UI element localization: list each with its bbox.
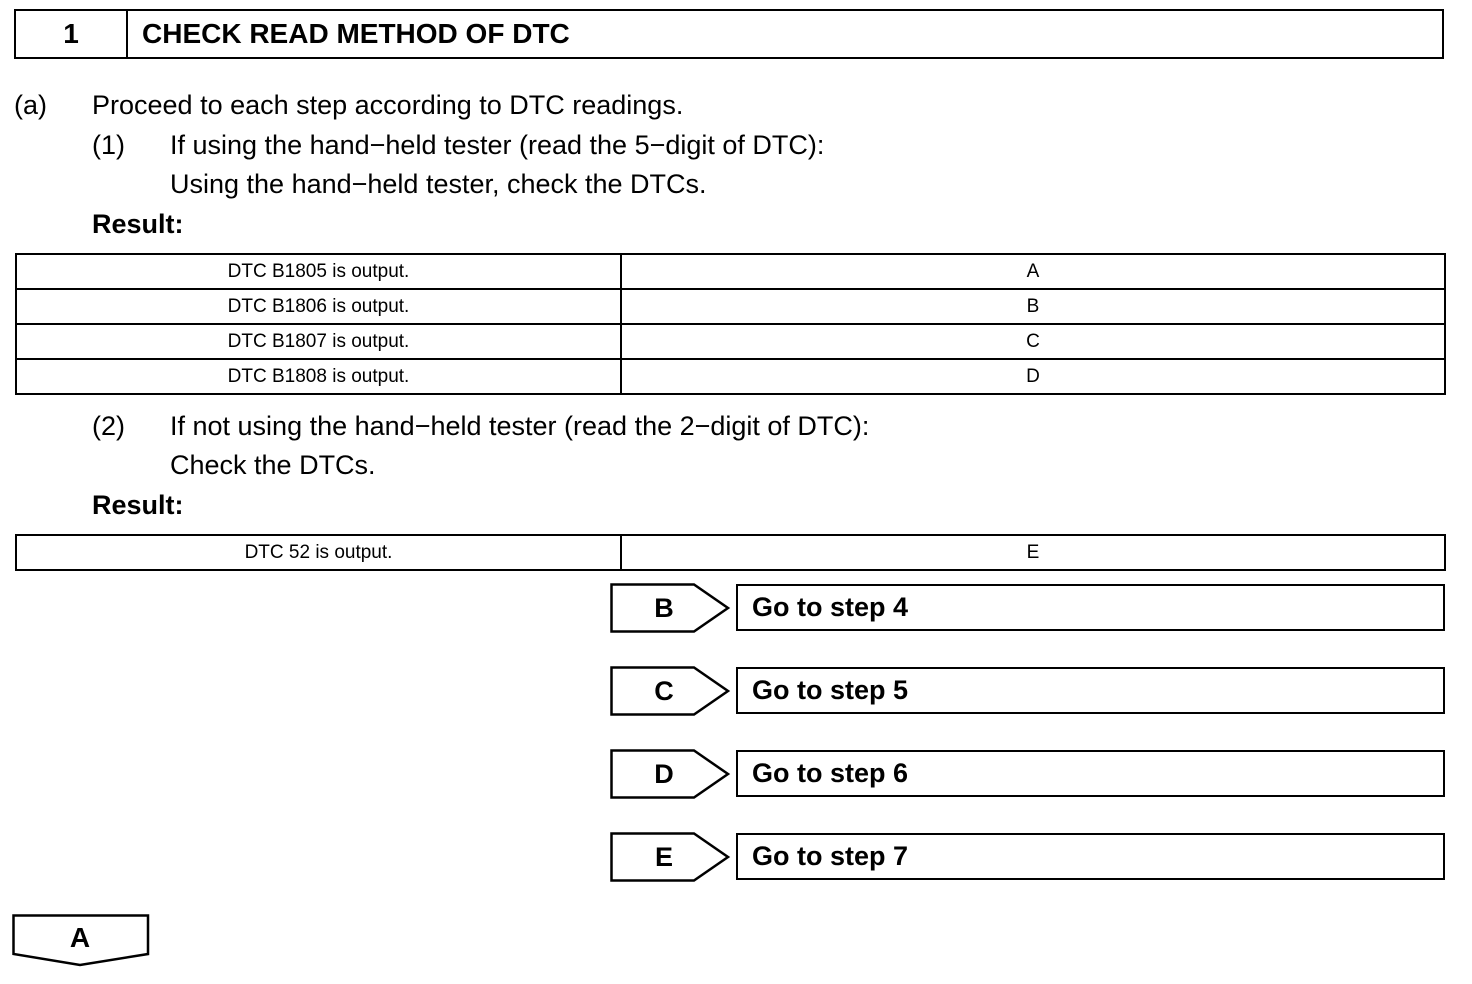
item-2-line2: Check the DTCs.	[170, 450, 376, 480]
branch-e	[610, 832, 1446, 882]
item-2-line1: If not using the hand−held tester (read the 2−digit of DTC):	[170, 411, 870, 441]
step-title: CHECK READ METHOD OF DTC	[142, 18, 570, 49]
step-number: 1	[16, 11, 128, 57]
table-row	[16, 359, 1445, 394]
item-1-marker: (1)	[92, 130, 125, 160]
table-cell-condition: DTC B1808 is output.	[16, 359, 621, 394]
branch-action: Go to step 5	[736, 667, 1445, 714]
item-2-marker: (2)	[92, 411, 125, 441]
result-label-2: Result:	[92, 490, 184, 520]
table-cell-condition: DTC B1806 is output.	[16, 289, 621, 324]
table-cell-result: C	[621, 324, 1445, 359]
branch-code: C	[654, 675, 674, 706]
table-cell-condition: DTC B1807 is output.	[16, 324, 621, 359]
result-label-1: Result:	[92, 209, 184, 239]
continue-code: A	[69, 922, 91, 953]
branch-b	[610, 583, 1446, 633]
branch-action: Go to step 6	[736, 750, 1445, 797]
item-a-marker: (a)	[14, 90, 47, 120]
branch-action: Go to step 4	[736, 584, 1445, 631]
table-cell-condition: DTC B1805 is output.	[16, 254, 621, 289]
branch-code: B	[654, 592, 674, 623]
table-cell-result: D	[621, 359, 1445, 394]
result-table-1	[15, 253, 1446, 395]
continue-tab	[12, 914, 150, 966]
step-header	[14, 9, 1444, 59]
branch-arrow	[610, 832, 732, 882]
table-row	[16, 254, 1445, 289]
branch-c	[610, 666, 1446, 716]
branch-arrow	[610, 749, 732, 799]
item-a-text: Proceed to each step according to DTC readings.	[92, 90, 684, 120]
table-row	[16, 324, 1445, 359]
result-table-2	[15, 534, 1446, 571]
branch-code: E	[654, 841, 673, 872]
branch-arrow	[610, 666, 732, 716]
branch-code: D	[654, 758, 674, 789]
table-cell-result: B	[621, 289, 1445, 324]
table-cell-condition: DTC 52 is output.	[16, 535, 621, 570]
branch-action: Go to step 7	[736, 833, 1445, 880]
table-cell-result: E	[621, 535, 1445, 570]
table-row	[16, 289, 1445, 324]
branch-d	[610, 749, 1446, 799]
branch-arrow	[610, 583, 732, 633]
item-1-line2: Using the hand−held tester, check the DTCs.	[170, 169, 707, 199]
table-row	[16, 535, 1445, 570]
item-1-line1: If using the hand−held tester (read the 5−digit of DTC):	[170, 130, 825, 160]
table-cell-result: A	[621, 254, 1445, 289]
